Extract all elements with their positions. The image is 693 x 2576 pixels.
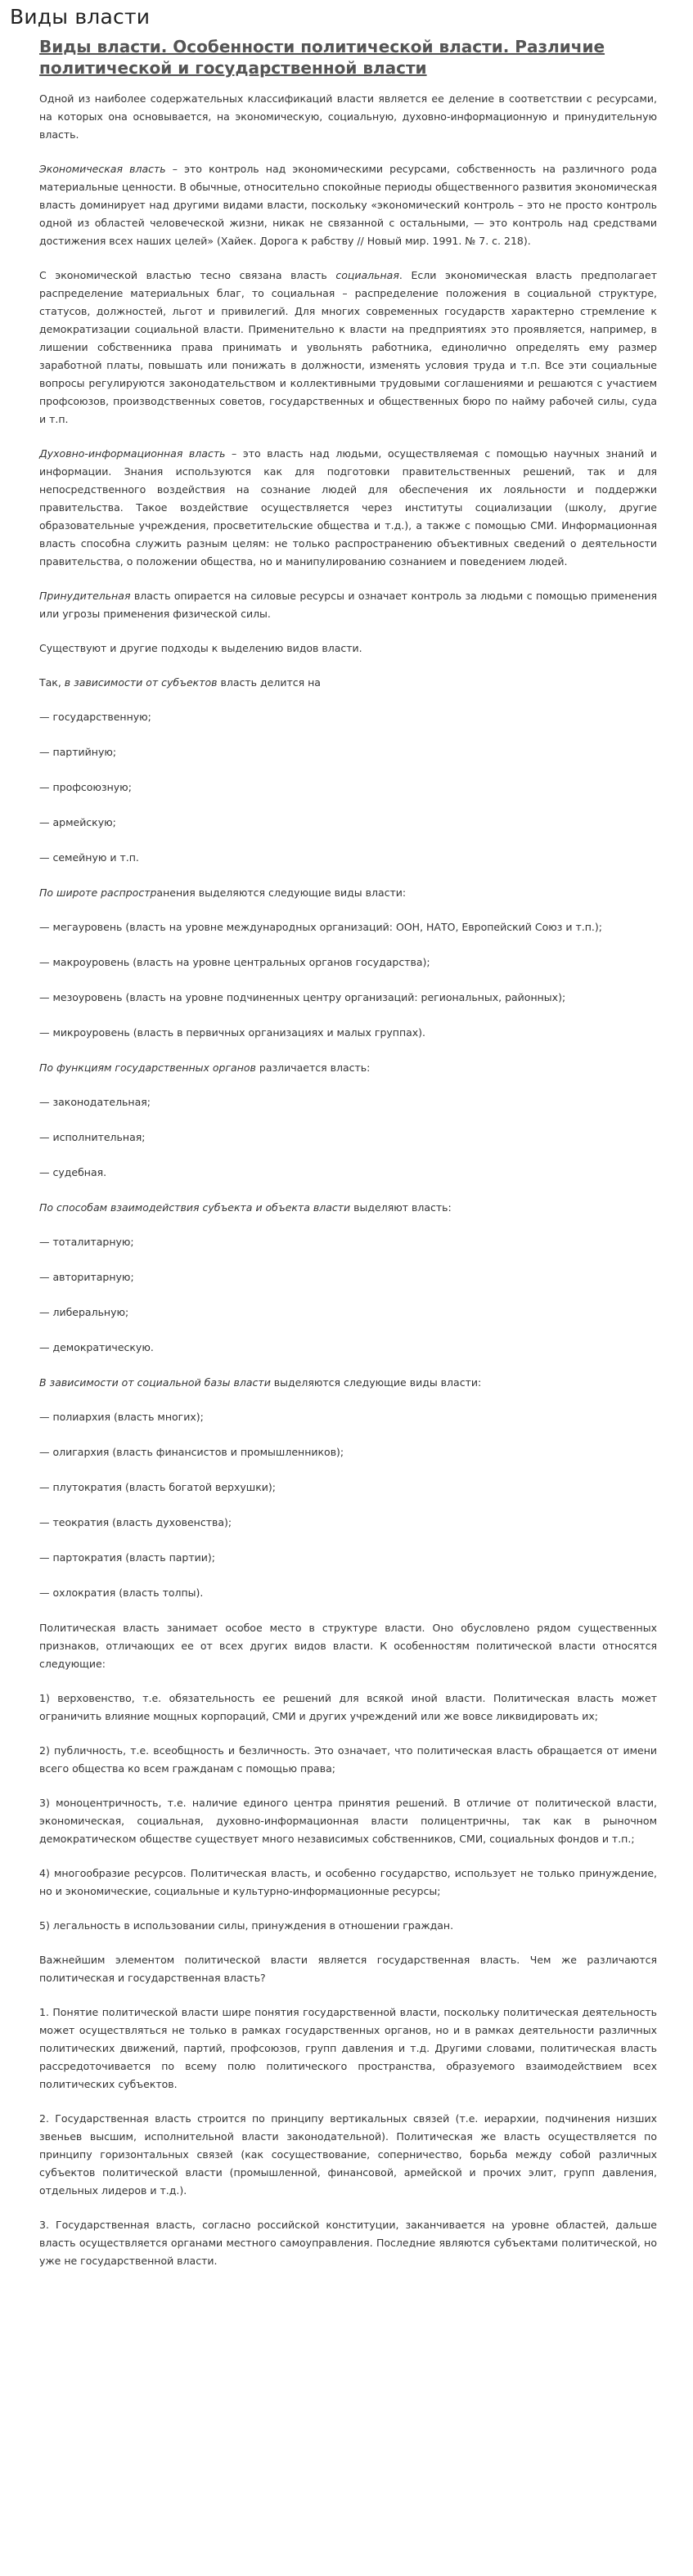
difference-item: 3. Государственная власть, согласно российской конституции, заканчивается на уровне областей, дальше власть осуществляется органами местного самоуправления. Последние являются субъектами политической, но уже не государственной власти. <box>39 2219 657 2267</box>
feature-item: 4) многообразие ресурсов. Политическая власть, и особенно государство, использует не только принуждение, но и экономические, социальные и культурно-информационные ресурсы; <box>39 1867 657 1897</box>
paragraph-text: власть делится на <box>217 676 321 689</box>
term-by-subjects: в зависимости от субъектов <box>64 676 218 689</box>
term-economic-power: Экономическая власть <box>39 163 166 175</box>
term-by-interaction: По способам взаимодействия субъекта и объекта власти <box>39 1201 351 1214</box>
list-item: — либеральную; <box>39 1306 129 1318</box>
list-item: — судебная. <box>39 1166 107 1178</box>
paragraph-text: выделяют власть: <box>350 1201 452 1214</box>
term-info-power: Духовно-информационная власть <box>39 447 226 460</box>
paragraph-economic-power <box>39 160 657 250</box>
difference-item: 1. Понятие политической власти шире понятия государственной власти, поскольку политическая деятельность может осуществляться не только в рамках государственных органов, но и в рамках деятельности различных политических движений, партий, профсоюзов, групп давления и т.д. Другими словами, политическая власть рассредоточивается по всему полю политического пространства, образуемого взаимодействием всех политических субъектов. <box>39 2006 657 2090</box>
list-item: — плутократия (власть богатой верхушки); <box>39 1481 276 1493</box>
paragraph-functions-intro <box>39 1059 657 1077</box>
paragraph-classification: Одной из наиболее содержательных классификаций власти является ее деление в соответствии с ресурсами, на которых она основывается, на экономическую, социальную, духовно-информационную и принудительную власть. <box>39 92 657 141</box>
list-item: — партийную; <box>39 746 117 758</box>
feature-item: 5) легальность в использовании силы, принуждения в отношении граждан. <box>39 1919 454 1932</box>
paragraph-info-power <box>39 445 657 571</box>
page-title: Виды власти <box>10 5 151 29</box>
paragraph-text: С экономической властью тесно связана власть <box>39 269 336 281</box>
paragraph-text: различается власть: <box>255 1061 371 1074</box>
paragraph-social-power <box>39 267 657 429</box>
paragraph-political-power-intro: Политическая власть занимает особое место в структуре власти. Оно обусловлено рядом существенных признаков, отличающих ее от всех других видов власти. К особенностям политической власти относятся следующие: <box>39 1622 657 1670</box>
paragraph-breadth-intro <box>39 884 657 902</box>
term-social-power: социальная <box>335 269 399 281</box>
paragraph-other-approaches: Существуют и другие подходы к выделению видов власти. <box>39 642 362 654</box>
list-item: — семейную и т.п. <box>39 851 139 864</box>
list-item: — мезоуровень (власть на уровне подчиненных центру организаций: региональных, районных); <box>39 991 566 1003</box>
list-item: — авторитарную; <box>39 1271 134 1283</box>
paragraph-text: Так, <box>39 676 65 689</box>
list-item: — партократия (власть партии); <box>39 1551 215 1564</box>
paragraph-text: анения выделяются следующие виды власти: <box>156 886 407 899</box>
list-item: — микроуровень (власть в первичных организациях и малых группах). <box>39 1026 426 1039</box>
feature-item: 2) публичность, т.е. всеобщность и безличность. Это означает, что политическая власть обращается от имени всего общества ко всем гражданам с помощью права; <box>39 1744 657 1775</box>
paragraph-text: – это власть над людьми, осуществляемая с помощью научных знаний и информации. Знания используются как для подготовки правительственных решений, так и для непосредственного воздействия на сознание людей для обеспечения их лояльности и поддержки правительства. Такое воздействие осуществляется через институты социализации (школу, другие образовательные учреждения, просветительские общества и т.д.), а также с помощью СМИ. Информационная власть способна служить разным целям: не только распространению объективных сведений о деятельности правительства, о положении общества, но и манипулированию сознанием и поведением людей. <box>39 447 657 568</box>
list-item: — теократия (власть духовенства); <box>39 1516 232 1528</box>
paragraph-text: власть опирается на силовые ресурсы и означает контроль за людьми с помощью применения или угрозы применения физической силы. <box>39 590 657 620</box>
list-item: — макроуровень (власть на уровне центральных органов государства); <box>39 956 430 968</box>
list-item: — охлократия (власть толпы). <box>39 1586 204 1599</box>
list-item: — исполнительная; <box>39 1131 146 1143</box>
term-by-functions: По функциям государственных органов <box>39 1061 256 1074</box>
feature-item: 1) верховенство, т.е. обязательность ее решений для всякой иной власти. Политическая власть может ограничить влияние мощных корпораций, СМИ и других учреждений или же вовсе ликвидировать их; <box>39 1692 657 1722</box>
article <box>5 36 688 2270</box>
term-by-breadth: По широте распростр <box>39 886 157 899</box>
paragraph-text: . Если экономическая власть предполагает распределение материальных благ, то социальная – распределение положения в социальной структуре, статусов, должностей, льгот и привилегий. Для многих современных государств характерно стремление к демократизации социальной власти. Применительно к власти на предприятиях это проявляется, например, в лишении собственника права принимать и увольнять работника, единолично определять ему размер заработной платы, повышать или понижать в должности, изменять условия труда и т.п. Все эти социальные вопросы регулируются законодательством и коллективными трудовыми соглашениями и решаются с участием профсоюзов, производственных советов, государственных и общественных бюро по найму рабочей силы, суда и т.п. <box>39 269 657 425</box>
list-item: — государственную; <box>39 711 151 723</box>
list-item: — демократическую. <box>39 1341 154 1353</box>
list-item: — армейскую; <box>39 816 116 828</box>
paragraph-subjects-intro <box>39 674 657 692</box>
paragraph-text: выделяются следующие виды власти: <box>270 1376 482 1389</box>
list-item: — олигархия (власть финансистов и промышленников); <box>39 1446 344 1458</box>
list-item: — тоталитарную; <box>39 1236 134 1248</box>
feature-item: 3) моноцентричность, т.е. наличие единого центра принятия решений. В отличие от политической власти, экономическая, социальная, духовно-информационная власти полицентричны, так как в рыночном демократическом обществе существует много независимых собственников, СМИ, социальных фондов и т.п.; <box>39 1797 657 1845</box>
paragraph-state-power-intro: Важнейшим элементом политической власти является государственная власть. Чем же различаются политическая и государственная власть? <box>39 1954 657 1984</box>
list-item: — законодательная; <box>39 1096 151 1108</box>
paragraph-coercive-power <box>39 587 657 623</box>
term-by-social-base: В зависимости от социальной базы власти <box>39 1376 271 1389</box>
paragraph-social-base-intro <box>39 1374 657 1392</box>
article-title: Виды власти. Особенности политической власти. Различие политической и государственной власти <box>39 37 605 78</box>
list-item: — профсоюзную; <box>39 781 132 793</box>
list-item: — мегауровень (власть на уровне международных организаций: ООН, НАТО, Европейский Союз и т.п.); <box>39 921 602 933</box>
paragraph-text: – это контроль над экономическими ресурсами, собственность на различного рода материальные ценности. В обычные, относительно спокойные периоды общественного развития экономическая власть доминирует над другими видами власти, поскольку «экономический контроль – это не просто контроль одной из областей человеческой жизни, никак не связанной с остальными, — это контроль над средствами достижения всех наших целей» (Хайек. Дорога к рабству // Новый мир. 1991. № 7. с. 218). <box>39 163 657 247</box>
paragraph-interaction-intro <box>39 1199 657 1217</box>
difference-item: 2. Государственная власть строится по принципу вертикальных связей (т.е. иерархии, подчинения низших звеньев высшим, исполнительной власти законодательной). Политическая же власть осуществляется по принципу горизонтальных связей (как сосуществование, соперничество, борьба между собой различных субъектов политической власти (промышленной, финансовой, армейской и прочих элит, групп давления, отдельных лидеров и т.д.). <box>39 2112 657 2197</box>
list-item: — полиархия (власть многих); <box>39 1411 204 1423</box>
term-coercive-power: Принудительная <box>39 590 131 602</box>
